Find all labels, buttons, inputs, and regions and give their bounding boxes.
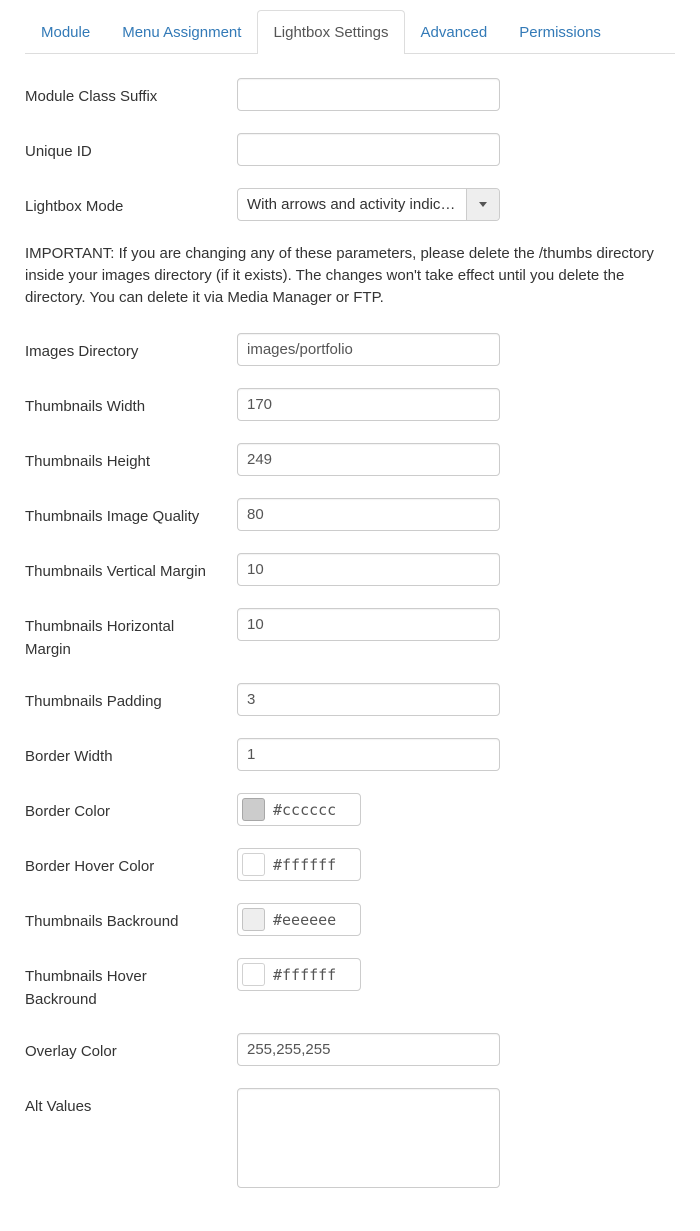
overlay-color-input[interactable]	[237, 1033, 500, 1066]
tab-module[interactable]: Module	[41, 24, 91, 41]
field-label-thumbnails-image-quality: Thumbnails Image Quality	[25, 508, 200, 525]
field-control-border-width	[237, 738, 500, 771]
field-row-unique-id	[25, 133, 675, 166]
color-hex-value: #cccccc	[273, 800, 337, 819]
field-label-alt-values: Alt Values	[25, 1098, 92, 1115]
field-control-overlay-color	[237, 1033, 500, 1066]
tab-permissions[interactable]: Permissions	[519, 24, 601, 41]
field-row-alt-values	[25, 1088, 675, 1192]
thumbnails-hover-backround-picker[interactable]	[237, 958, 361, 991]
field-label-thumbnails-vertical-margin: Thumbnails Vertical Margin	[25, 563, 206, 580]
chevron-down-icon	[479, 202, 487, 207]
field-label-border-color: Border Color	[25, 803, 111, 820]
tab-lightbox-settings[interactable]: Lightbox Settings	[257, 10, 404, 54]
border-hover-color-picker[interactable]	[237, 848, 361, 881]
field-label-thumbnails-hover-backround: Thumbnails Hover Backround	[25, 968, 147, 1008]
field-control-thumbnails-vertical-margin	[237, 553, 500, 586]
alt-values-textarea[interactable]	[237, 1088, 500, 1188]
images-directory-input[interactable]	[237, 333, 500, 366]
field-label-thumbnails-backround: Thumbnails Backround	[25, 913, 179, 930]
field-control-images-directory	[237, 333, 500, 366]
field-control-thumbnails-height	[237, 443, 500, 476]
field-row-thumbnails-hover-backround	[25, 958, 675, 1011]
field-control-thumbnails-image-quality	[237, 498, 500, 531]
field-row-thumbnails-padding	[25, 683, 675, 716]
field-control-module-class-suffix	[237, 78, 500, 111]
field-row-lightbox-mode	[25, 188, 675, 221]
lightbox-mode-selected-value: With arrows and activity indic…	[247, 196, 456, 213]
field-control-thumbnails-hover-backround	[237, 958, 361, 991]
field-row-border-width	[25, 738, 675, 771]
color-hex-value: #ffffff	[273, 965, 337, 984]
lightbox-mode-select[interactable]	[237, 188, 500, 221]
field-label-images-directory: Images Directory	[25, 343, 139, 360]
dropdown-arrow-button[interactable]	[466, 189, 499, 220]
border-width-input[interactable]	[237, 738, 500, 771]
color-hex-value: #ffffff	[273, 855, 337, 874]
thumbnails-horizontal-margin-input[interactable]	[237, 608, 500, 641]
field-row-thumbnails-horizontal-margin	[25, 608, 675, 661]
field-label-thumbnails-padding: Thumbnails Padding	[25, 693, 162, 710]
thumbnails-image-quality-input[interactable]	[237, 498, 500, 531]
field-row-thumbnails-vertical-margin	[25, 553, 675, 586]
field-control-thumbnails-padding	[237, 683, 500, 716]
field-row-module-class-suffix	[25, 78, 675, 111]
field-row-border-hover-color	[25, 848, 675, 881]
field-row-thumbnails-width	[25, 388, 675, 421]
settings-form	[25, 54, 675, 1192]
field-control-alt-values	[237, 1088, 500, 1192]
field-row-border-color	[25, 793, 675, 826]
field-label-thumbnails-horizontal-margin: Thumbnails Horizontal Margin	[25, 618, 175, 658]
field-control-border-hover-color	[237, 848, 361, 881]
thumbnails-vertical-margin-input[interactable]	[237, 553, 500, 586]
color-swatch	[242, 798, 265, 821]
field-row-overlay-color	[25, 1033, 675, 1066]
field-label-lightbox-mode: Lightbox Mode	[25, 198, 124, 215]
field-control-lightbox-mode	[237, 188, 500, 221]
color-swatch	[242, 963, 265, 986]
color-swatch	[242, 908, 265, 931]
thumbnails-height-input[interactable]	[237, 443, 500, 476]
field-row-thumbnails-image-quality	[25, 498, 675, 531]
field-control-thumbnails-horizontal-margin	[237, 608, 500, 641]
field-label-unique-id: Unique ID	[25, 143, 92, 160]
field-label-thumbnails-height: Thumbnails Height	[25, 453, 151, 470]
tab-bar	[25, 10, 675, 54]
border-color-picker[interactable]	[237, 793, 361, 826]
thumbnails-backround-picker[interactable]	[237, 903, 361, 936]
field-label-overlay-color: Overlay Color	[25, 1043, 117, 1060]
field-row-thumbnails-height	[25, 443, 675, 476]
field-control-unique-id	[237, 133, 500, 166]
unique-id-input[interactable]	[237, 133, 500, 166]
tab-menu-assignment[interactable]: Menu Assignment	[122, 24, 242, 41]
field-control-thumbnails-backround	[237, 903, 361, 936]
color-hex-value: #eeeeee	[273, 910, 337, 929]
module-class-suffix-input[interactable]	[237, 78, 500, 111]
field-label-thumbnails-width: Thumbnails Width	[25, 398, 146, 415]
field-row-thumbnails-backround	[25, 903, 675, 936]
field-label-border-hover-color: Border Hover Color	[25, 858, 155, 875]
field-row-images-directory	[25, 333, 675, 366]
field-label-border-width: Border Width	[25, 748, 113, 765]
thumbnails-padding-input[interactable]	[237, 683, 500, 716]
important-notice: IMPORTANT: If you are changing any of these parameters, please delete the /thumbs directory inside your images directory (if it exists). The changes won't take effect until you delete the directory. You can delete it via Media Manager or FTP.	[25, 245, 654, 306]
field-label-module-class-suffix: Module Class Suffix	[25, 88, 158, 105]
field-control-border-color	[237, 793, 361, 826]
field-control-thumbnails-width	[237, 388, 500, 421]
color-swatch	[242, 853, 265, 876]
thumbnails-width-input[interactable]	[237, 388, 500, 421]
tab-advanced[interactable]: Advanced	[420, 24, 488, 41]
